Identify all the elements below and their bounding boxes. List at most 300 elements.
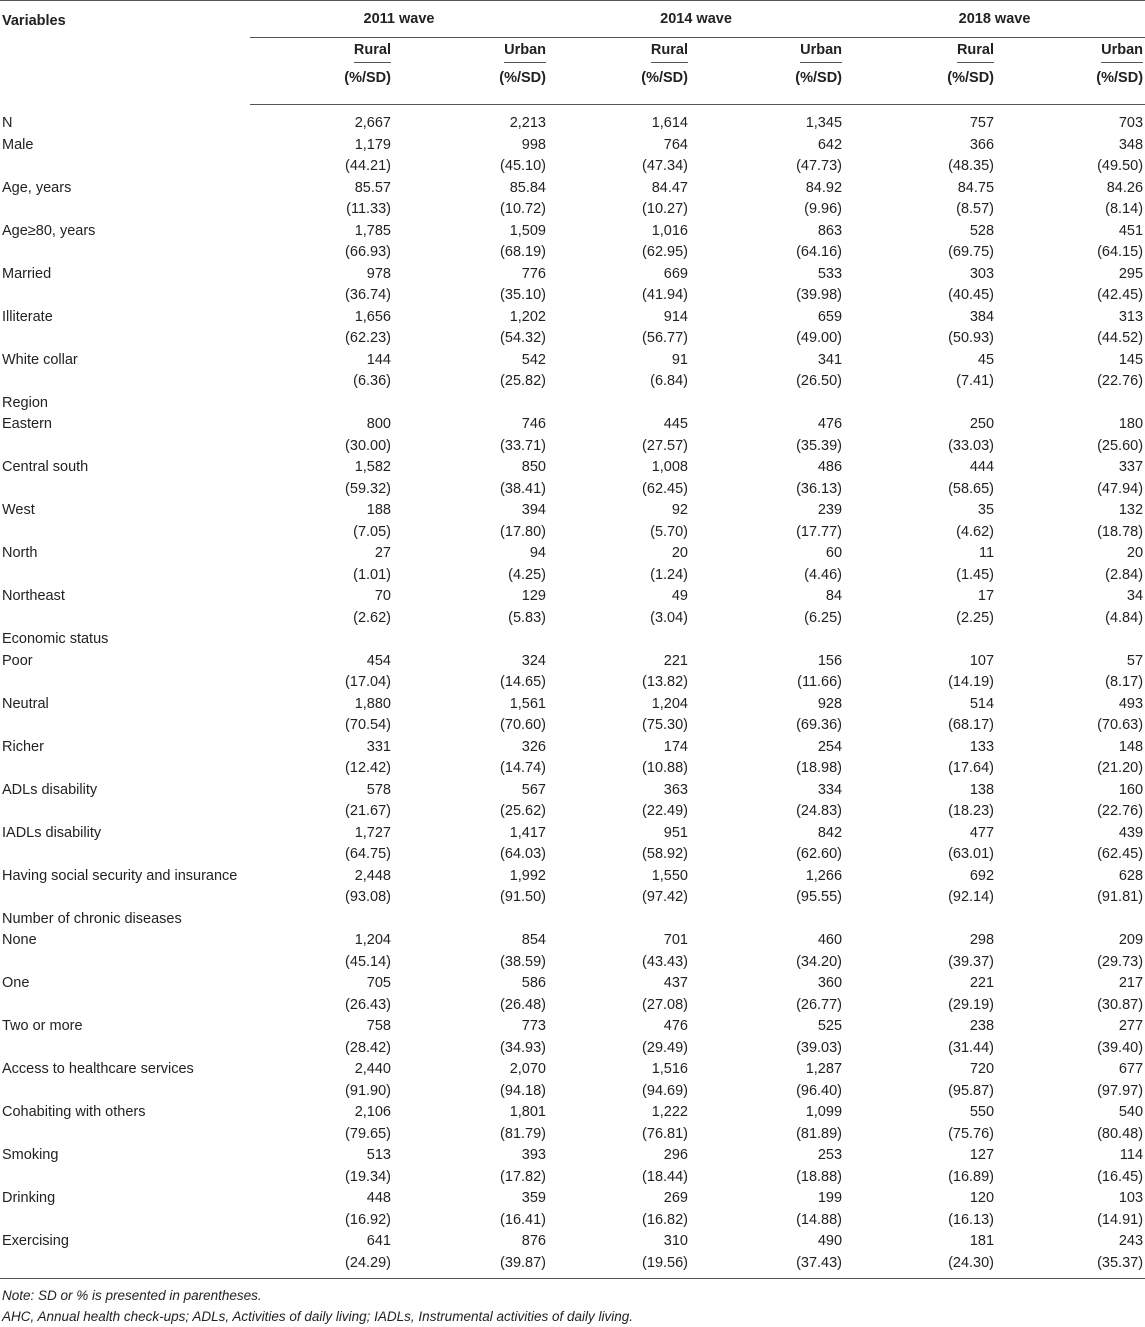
table-cell: 1,614 xyxy=(651,115,688,131)
table-cell: 586 xyxy=(521,975,546,991)
table-cell: (11.33) xyxy=(346,201,391,217)
row-label xyxy=(0,1124,250,1146)
row-label: N xyxy=(2,115,13,131)
table-cell: 84.75 xyxy=(957,179,995,196)
table-cell: (39.40) xyxy=(1097,1039,1144,1056)
table-cell: 341 xyxy=(817,351,843,368)
row-label: IADLs disability xyxy=(2,824,102,841)
table-cell: 628 xyxy=(1118,867,1144,884)
table-cell: (68.17) xyxy=(948,717,995,733)
table-cell: (29.19) xyxy=(948,996,995,1013)
table-cell: 334 xyxy=(817,781,843,798)
table-cell: (17.80) xyxy=(500,523,546,540)
table-cell: 642 xyxy=(817,136,843,153)
table-cell: (1.01) xyxy=(353,566,391,583)
row-label xyxy=(0,479,250,501)
table-cell: 394 xyxy=(521,502,546,518)
table-cell: 1,992 xyxy=(509,867,546,884)
row-label: ADLs disability xyxy=(2,781,98,798)
table-cell: (58.92) xyxy=(642,846,688,862)
table-cell: (14.88) xyxy=(796,1211,843,1228)
table-cell xyxy=(844,909,996,931)
table-cell: (7.41) xyxy=(956,373,995,389)
row-label xyxy=(0,199,250,221)
table-cell: (34.20) xyxy=(796,953,843,970)
table-cell: (4.46) xyxy=(804,566,843,583)
table-row xyxy=(0,156,1145,178)
table-cell xyxy=(548,393,690,415)
table-row xyxy=(0,995,1145,1017)
table-cell: (49.00) xyxy=(796,330,843,346)
table-cell: 1,204 xyxy=(651,695,688,712)
row-label xyxy=(0,242,250,264)
table-cell: 250 xyxy=(969,416,995,432)
table-cell: (44.21) xyxy=(345,158,391,174)
table-cell xyxy=(393,629,548,651)
table-cell: (14.65) xyxy=(500,674,546,690)
table-cell: 525 xyxy=(817,1018,843,1034)
table-cell: 209 xyxy=(1118,932,1144,948)
table-cell: 221 xyxy=(663,652,688,669)
table-cell: (14.91) xyxy=(1097,1211,1144,1228)
row-label: Neutral xyxy=(2,695,49,712)
table-cell: (31.44) xyxy=(948,1039,995,1056)
table-cell: 303 xyxy=(969,265,995,282)
table-cell: (24.29) xyxy=(250,1253,393,1279)
table-row xyxy=(0,586,1145,608)
table-cell: (1.24) xyxy=(650,566,688,583)
table-cell: (70.63) xyxy=(1097,717,1144,733)
table-cell: 914 xyxy=(663,308,688,325)
wave-header-row xyxy=(0,1,1145,38)
table-cell xyxy=(250,393,393,415)
table-cell: 70 xyxy=(374,588,391,604)
table-cell: 659 xyxy=(817,308,843,325)
table-cell: (22.49) xyxy=(642,803,688,819)
table-cell: (49.50) xyxy=(1097,158,1144,174)
table-cell: (9.96) xyxy=(804,201,843,217)
table-cell: (21.20) xyxy=(1097,760,1144,776)
table-cell: (29.49) xyxy=(642,1039,688,1056)
table-row xyxy=(0,801,1145,823)
table-cell: 758 xyxy=(366,1018,391,1034)
table-row xyxy=(0,457,1145,479)
table-cell: (69.75) xyxy=(948,244,995,260)
wave-header-2011: 2011 wave xyxy=(250,1,548,38)
table-row xyxy=(0,135,1145,157)
table-cell: 148 xyxy=(1118,738,1144,755)
table-cell: (17.64) xyxy=(948,760,995,776)
table-cell: 138 xyxy=(969,781,995,798)
table-cell xyxy=(996,629,1145,651)
table-cell: (7.05) xyxy=(353,523,391,540)
table-cell: 239 xyxy=(817,502,843,518)
table-cell: (13.82) xyxy=(642,674,688,690)
row-label xyxy=(0,887,250,909)
table-cell: (6.25) xyxy=(804,609,843,626)
table-cell: 1,656 xyxy=(354,308,391,325)
table-cell: 181 xyxy=(969,1233,995,1249)
table-cell: 17 xyxy=(977,588,995,604)
note-line: AHC, Annual health check-ups; ADLs, Activities of daily living; IADLs, Instrumental activities of daily living. xyxy=(2,1309,634,1324)
row-label: Smoking xyxy=(2,1147,59,1163)
table-cell: (50.93) xyxy=(948,330,995,346)
table-cell: 393 xyxy=(521,1147,546,1163)
table-cell: (3.04) xyxy=(650,609,688,626)
table-cell: 145 xyxy=(1118,351,1144,368)
table-cell: (6.84) xyxy=(650,373,688,389)
table-cell: (18.44) xyxy=(642,1168,688,1185)
table-cell: 1,287 xyxy=(805,1061,843,1077)
table-cell: 2,440 xyxy=(354,1061,391,1077)
table-cell: 384 xyxy=(969,308,995,325)
table-cell: (62.60) xyxy=(796,846,843,862)
table-cell: 2,070 xyxy=(509,1061,546,1077)
group-urban-2018: Urban xyxy=(996,38,1145,67)
table-cell: (48.35) xyxy=(948,158,995,174)
table-cell: 444 xyxy=(969,459,995,475)
row-label xyxy=(0,608,250,630)
table-cell: 776 xyxy=(521,265,546,282)
table-cell: (1.45) xyxy=(956,566,995,583)
table-cell: 1,785 xyxy=(354,222,391,239)
table-cell: (8.17) xyxy=(1105,674,1144,690)
table-cell: (10.72) xyxy=(500,201,546,217)
table-row xyxy=(0,952,1145,974)
table-row xyxy=(0,393,1145,415)
row-label xyxy=(0,1210,250,1232)
table-cell: 528 xyxy=(969,222,995,239)
group-urban-2014: Urban xyxy=(690,38,844,67)
table-cell: 1,266 xyxy=(805,867,843,884)
table-cell: (30.87) xyxy=(1097,996,1144,1013)
table-cell: 84 xyxy=(825,588,843,604)
table-cell: 27 xyxy=(374,545,391,561)
table-cell: 221 xyxy=(969,975,995,991)
table-row xyxy=(0,328,1145,350)
unit-label: (%/SD) xyxy=(548,66,690,105)
table-cell: (35.39) xyxy=(796,437,843,454)
table-cell: 1,099 xyxy=(805,1104,843,1120)
table-cell: (25.62) xyxy=(500,803,546,819)
table-cell: 550 xyxy=(969,1104,995,1120)
table-cell: (62.45) xyxy=(1097,846,1144,862)
table-cell: 513 xyxy=(366,1147,391,1163)
table-row xyxy=(0,651,1145,673)
table-cell: (96.40) xyxy=(796,1082,843,1099)
row-label xyxy=(0,801,250,823)
table-cell: 486 xyxy=(817,459,843,475)
table-cell: 1,345 xyxy=(805,115,843,131)
table-cell: (94.18) xyxy=(500,1082,546,1099)
table-cell: (39.87) xyxy=(393,1253,548,1279)
table-row xyxy=(0,1253,1145,1279)
row-label xyxy=(0,1081,250,1103)
table-cell: 60 xyxy=(825,545,843,561)
table-cell: (14.74) xyxy=(500,760,546,776)
table-cell: (40.45) xyxy=(948,287,995,303)
table-cell: 1,222 xyxy=(651,1104,688,1120)
table-cell: 2,448 xyxy=(354,867,391,884)
table-cell: 451 xyxy=(1118,222,1144,239)
row-label: White collar xyxy=(2,351,78,368)
table-cell: 35 xyxy=(977,502,995,518)
table-cell: (17.77) xyxy=(796,523,843,540)
table-cell: 238 xyxy=(969,1018,995,1034)
table-cell: (33.71) xyxy=(500,437,546,454)
table-cell: 578 xyxy=(366,781,391,798)
row-label xyxy=(0,1038,250,1060)
table-cell: 863 xyxy=(817,222,843,239)
row-label xyxy=(0,436,250,458)
table-cell: 132 xyxy=(1118,502,1144,518)
table-cell: 360 xyxy=(817,975,843,991)
table-cell: 85.84 xyxy=(509,179,546,196)
table-cell: (4.25) xyxy=(508,566,546,583)
table-cell: 45 xyxy=(977,351,995,368)
table-cell: (18.98) xyxy=(796,760,843,776)
table-row xyxy=(0,178,1145,200)
table-row xyxy=(0,608,1145,630)
table-cell: (5.70) xyxy=(650,523,688,540)
table-cell: 84.26 xyxy=(1106,179,1144,196)
row-label: None xyxy=(2,932,37,948)
table-cell: (76.81) xyxy=(642,1125,688,1142)
table-row xyxy=(0,1124,1145,1146)
table-cell: 800 xyxy=(366,416,391,432)
table-cell: 951 xyxy=(663,824,688,841)
table-cell: 850 xyxy=(521,459,546,475)
row-label: Economic status xyxy=(2,631,109,647)
table-row xyxy=(0,844,1145,866)
table-cell: (8.14) xyxy=(1105,201,1144,217)
table-cell: 1,008 xyxy=(651,459,688,475)
table-cell: 94 xyxy=(529,545,546,561)
table-cell: (30.00) xyxy=(345,437,391,454)
table-cell: 243 xyxy=(1118,1233,1144,1249)
row-label xyxy=(0,1167,250,1189)
table-cell: 11 xyxy=(978,545,995,561)
row-label xyxy=(0,565,250,587)
table-row xyxy=(0,672,1145,694)
table-row xyxy=(0,221,1145,243)
table-cell: (12.42) xyxy=(345,760,391,776)
table-cell: (2.84) xyxy=(1105,566,1144,583)
table-cell: 1,561 xyxy=(509,695,546,712)
table-cell: 1,880 xyxy=(354,695,391,712)
table-row xyxy=(0,1210,1145,1232)
table-cell: (28.42) xyxy=(345,1039,391,1056)
group-rural-2014: Rural xyxy=(548,38,690,67)
table-cell: (8.57) xyxy=(956,201,995,217)
table-cell: 677 xyxy=(1118,1061,1144,1077)
table-cell: (16.13) xyxy=(948,1211,995,1228)
table-cell xyxy=(250,909,393,931)
table-cell: 49 xyxy=(671,588,688,604)
row-label xyxy=(0,952,250,974)
unit-label: (%/SD) xyxy=(996,66,1145,105)
table-cell: (43.43) xyxy=(642,953,688,970)
table-row xyxy=(0,1016,1145,1038)
table-cell: 84.92 xyxy=(805,179,843,196)
table-cell: 20 xyxy=(1126,545,1144,561)
table-row xyxy=(0,973,1145,995)
table-cell: 476 xyxy=(817,416,843,432)
table-row xyxy=(0,1081,1145,1103)
table-cell: (64.15) xyxy=(1097,244,1144,260)
table-cell: 313 xyxy=(1118,308,1144,325)
table-cell: 1,204 xyxy=(354,932,391,948)
table-cell: 842 xyxy=(817,824,843,841)
table-notes xyxy=(2,1285,633,1327)
table-cell: (44.52) xyxy=(1097,330,1144,346)
row-label: Having social security and insurance xyxy=(2,867,238,884)
table-cell: (16.89) xyxy=(948,1168,995,1185)
table-cell xyxy=(393,393,548,415)
table-cell: (47.94) xyxy=(1097,480,1144,497)
table-cell xyxy=(548,629,690,651)
table-cell: 107 xyxy=(969,652,995,669)
table-cell: (17.04) xyxy=(345,674,391,690)
row-label xyxy=(0,156,250,178)
table-cell: 1,550 xyxy=(651,867,688,884)
table-cell: 540 xyxy=(1118,1104,1144,1120)
table-cell: (38.59) xyxy=(500,953,546,970)
table-cell: 493 xyxy=(1118,695,1144,712)
table-cell: 928 xyxy=(817,695,843,712)
table-cell xyxy=(690,393,844,415)
table-cell: (16.45) xyxy=(1097,1168,1144,1185)
table-cell: 366 xyxy=(969,136,995,153)
table-row xyxy=(0,1059,1145,1081)
table-row xyxy=(0,1038,1145,1060)
table-cell: 448 xyxy=(366,1190,391,1206)
table-cell: 2,106 xyxy=(354,1104,391,1120)
table-cell: 703 xyxy=(1118,115,1144,131)
table-cell: 764 xyxy=(663,136,688,153)
table-row xyxy=(0,436,1145,458)
table-row xyxy=(0,1188,1145,1210)
table-row xyxy=(0,199,1145,221)
note-line: Note: SD or % is presented in parentheses. xyxy=(2,1288,262,1303)
table-cell: (47.34) xyxy=(642,158,688,174)
table-cell: 34 xyxy=(1126,588,1144,604)
row-label: Age≥80, years xyxy=(2,222,96,239)
table-cell: 1,509 xyxy=(509,222,546,239)
table-cell: (39.37) xyxy=(948,953,995,970)
table-cell: (56.77) xyxy=(642,330,688,346)
table-row xyxy=(0,694,1145,716)
variables-header: Variables xyxy=(0,1,250,105)
table-cell: (14.19) xyxy=(948,674,995,690)
table-cell: (24.30) xyxy=(844,1253,996,1279)
table-cell: 567 xyxy=(521,781,546,798)
row-label: Region xyxy=(2,394,48,411)
row-label: Richer xyxy=(2,738,44,755)
table-cell: (81.89) xyxy=(796,1125,843,1142)
table-cell: 253 xyxy=(817,1147,843,1163)
table-cell: (18.23) xyxy=(948,803,995,819)
table-cell xyxy=(548,909,690,931)
table-cell: 476 xyxy=(663,1018,688,1034)
row-label: Two or more xyxy=(2,1018,83,1034)
table-cell: (22.76) xyxy=(1097,803,1144,819)
table-cell: 477 xyxy=(969,824,995,841)
table-cell: (2.62) xyxy=(353,609,391,626)
table-cell: 120 xyxy=(969,1190,995,1206)
table-cell: 298 xyxy=(969,932,995,948)
table-cell: 1,202 xyxy=(509,308,546,325)
table-cell: 746 xyxy=(521,416,546,432)
table-cell: 1,417 xyxy=(509,824,546,841)
table-row xyxy=(0,371,1145,393)
row-label: Northeast xyxy=(2,588,65,604)
row-label xyxy=(0,672,250,694)
table-cell xyxy=(996,909,1145,931)
table-cell: (92.14) xyxy=(948,889,995,905)
table-row xyxy=(0,350,1145,372)
row-label xyxy=(0,758,250,780)
table-cell: (27.57) xyxy=(642,437,688,454)
row-label xyxy=(0,522,250,544)
table-row xyxy=(0,479,1145,501)
table-cell: 133 xyxy=(969,738,995,755)
table-cell: (91.50) xyxy=(500,889,546,905)
table-cell: (16.41) xyxy=(500,1211,546,1228)
table-row xyxy=(0,737,1145,759)
table-cell: 359 xyxy=(521,1190,546,1206)
table-row xyxy=(0,866,1145,888)
table-cell: (38.41) xyxy=(500,480,546,497)
table-row xyxy=(0,758,1145,780)
table-row xyxy=(0,285,1145,307)
table-cell xyxy=(844,629,996,651)
table-row xyxy=(0,264,1145,286)
table-cell: 348 xyxy=(1118,136,1144,153)
table-cell: 277 xyxy=(1118,1018,1144,1034)
row-label xyxy=(0,715,250,737)
table-cell: (25.82) xyxy=(500,373,546,389)
table-cell: (47.73) xyxy=(796,158,843,174)
table-cell: 2,213 xyxy=(509,115,546,131)
table-cell: (37.43) xyxy=(690,1253,844,1279)
table-cell: 85.57 xyxy=(354,179,391,196)
table-cell: (34.93) xyxy=(500,1039,546,1056)
table-cell: 129 xyxy=(521,588,546,604)
table-cell: 460 xyxy=(817,932,843,948)
table-cell: (10.27) xyxy=(642,201,688,217)
table-cell: (11.66) xyxy=(797,674,843,690)
row-label: Married xyxy=(2,265,52,282)
table-cell xyxy=(690,629,844,651)
table-cell: (70.54) xyxy=(345,717,391,733)
table-cell: 757 xyxy=(969,115,995,131)
table-cell: (69.36) xyxy=(796,717,843,733)
table-cell: (62.45) xyxy=(642,480,688,497)
table-cell xyxy=(690,909,844,931)
table-cell: 180 xyxy=(1118,416,1144,432)
row-label: Illiterate xyxy=(2,308,53,325)
table-cell: (63.01) xyxy=(948,846,995,862)
table-cell: 1,516 xyxy=(651,1061,688,1077)
table-cell: (75.76) xyxy=(948,1125,995,1142)
unit-label: (%/SD) xyxy=(690,66,844,105)
table-cell: (36.13) xyxy=(796,480,843,497)
table-cell: (95.87) xyxy=(948,1082,995,1099)
row-label xyxy=(0,1253,250,1279)
wave-header-2018: 2018 wave xyxy=(844,1,1145,38)
table-cell: 1,179 xyxy=(354,136,391,153)
